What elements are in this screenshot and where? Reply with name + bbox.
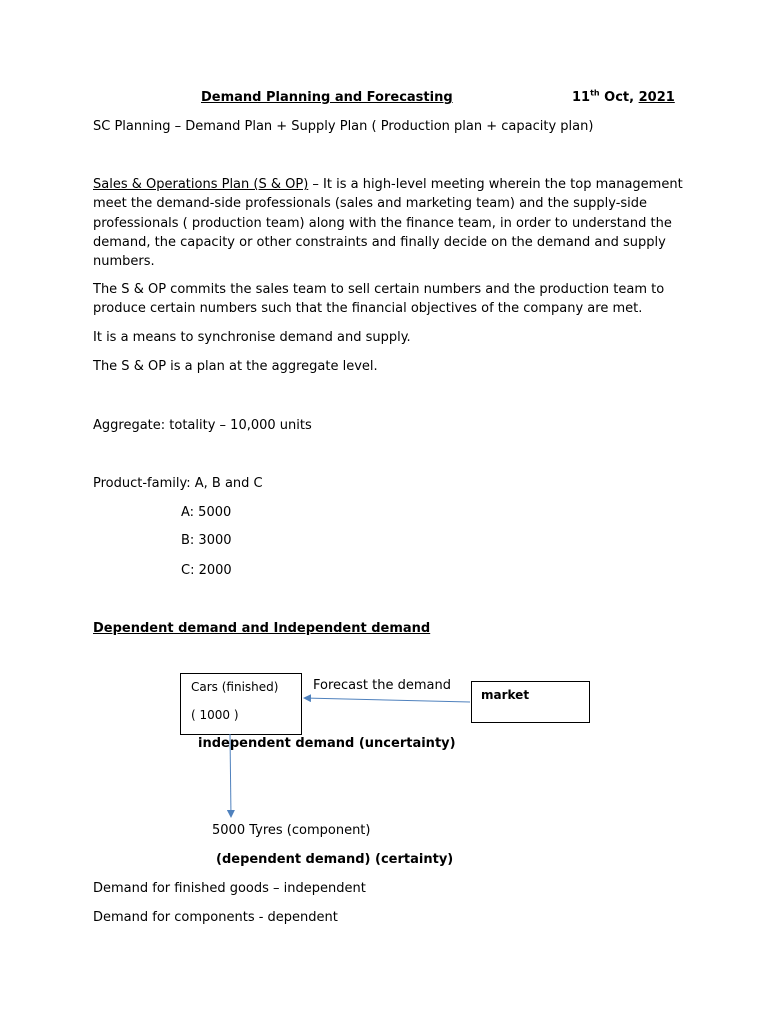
summary-finished-goods: Demand for finished goods – independent: [93, 881, 366, 896]
date-month: Oct,: [604, 90, 635, 105]
sop-definition: – It is a high-level meeting wherein the top management meet the demand-side professionals (sales and marketing team) and the supply-side professionals ( production team) along with the finance team, in order to understand the demand, the capacity or other constraints and finally decide on the demand and supply numbers.: [93, 177, 683, 270]
market-box-label: market: [481, 688, 530, 702]
product-family-line: Product-family: A, B and C: [93, 476, 263, 491]
independent-demand-label: independent demand (uncertainty): [198, 736, 456, 751]
cars-box-quantity: ( 1000 ): [191, 708, 239, 722]
forecast-label: Forecast the demand: [313, 678, 451, 693]
market-to-cars-arrow: [304, 698, 470, 702]
sc-planning-line: SC Planning – Demand Plan + Supply Plan ( Production plan + capacity plan): [93, 119, 594, 134]
summary-components: Demand for components - dependent: [93, 910, 338, 925]
product-family-item: A: 5000: [181, 505, 232, 520]
dependent-demand-label: (dependent demand) (certainty): [216, 852, 454, 867]
dependent-section-heading: Dependent demand and Independent demand: [93, 621, 431, 636]
sop-aggregate-level-line: The S & OP is a plan at the aggregate level.: [93, 359, 378, 374]
sop-term: Sales & Operations Plan (S & OP): [93, 177, 309, 192]
date-day: 11: [572, 90, 591, 105]
aggregate-line: Aggregate: totality – 10,000 units: [93, 418, 312, 433]
date-year: 2021: [638, 90, 675, 105]
product-family-item: C: 2000: [181, 563, 232, 578]
date-suffix: th: [590, 88, 600, 98]
document-title: Demand Planning and Forecasting: [201, 90, 453, 105]
tyres-label: 5000 Tyres (component): [212, 823, 371, 838]
cars-box-label: Cars (finished): [191, 680, 279, 694]
sop-commits-paragraph: The S & OP commits the sales team to sell certain numbers and the production team to produce certain numbers such that the financial objectives of the company are met.: [93, 282, 665, 317]
sop-synchronise-line: It is a means to synchronise demand and supply.: [93, 330, 411, 345]
product-family-item: B: 3000: [181, 533, 232, 548]
